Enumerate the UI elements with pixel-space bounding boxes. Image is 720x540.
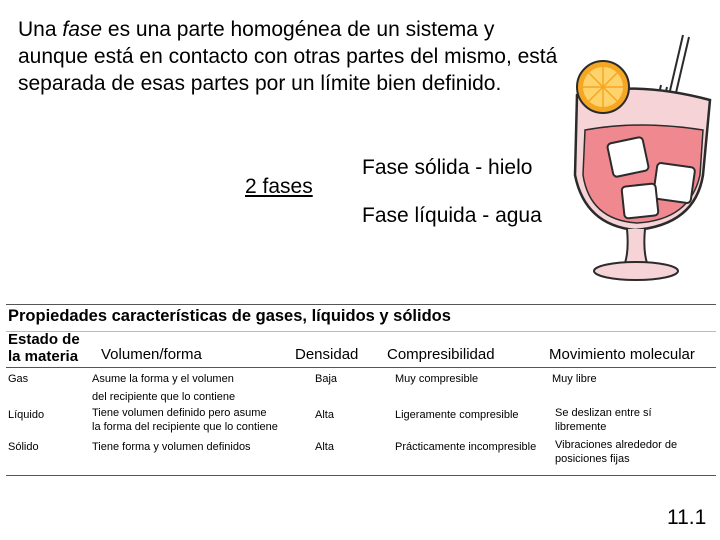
header-movement: Movimiento molecular xyxy=(549,346,695,363)
cell-state: Sólido xyxy=(8,441,39,453)
header-compress: Compresibilidad xyxy=(387,346,495,363)
intro-paragraph xyxy=(18,16,558,97)
cell-state: Gas xyxy=(8,373,29,385)
cell-movement-line: Se deslizan entre sí xyxy=(555,407,652,419)
cell-volume-line: del recipiente que lo contiene xyxy=(92,391,236,403)
intro-emphasis-fase: fase xyxy=(62,18,103,41)
fases-count-label: 2 fases xyxy=(245,175,313,198)
fase-item-solid: Fase sólida - hielo xyxy=(362,156,533,179)
lemon-slice-icon xyxy=(577,61,629,113)
cell-volume-line: Asume la forma y el volumen xyxy=(92,373,234,385)
cell-movement-line: Muy libre xyxy=(552,373,597,385)
table-header-rule xyxy=(6,367,716,368)
table-top-rule xyxy=(6,304,716,305)
intro-text-after: es una parte homogénea de un sistema y aunque está en contacto con otras partes del mismo, está separada de esas partes por un límite bien definido. xyxy=(18,18,558,95)
cell-density: Baja xyxy=(315,373,338,385)
cell-density: Alta xyxy=(315,441,334,453)
cell-compress: Ligeramente compresible xyxy=(395,409,519,421)
fase-item-liquid: Fase líquida - agua xyxy=(362,204,542,227)
table-title-rule xyxy=(6,331,716,332)
table-title: Propiedades características de gases, líquidos y sólidos xyxy=(8,307,451,325)
page-number: 11.1 xyxy=(667,506,707,529)
cell-movement-line: posiciones fijas xyxy=(555,453,630,465)
table-bottom-rule xyxy=(6,475,716,476)
cell-volume-line: la forma del recipiente que lo contiene xyxy=(92,421,278,433)
cell-compress: Prácticamente incompresible xyxy=(395,441,537,453)
cell-volume-line: Tiene volumen definido pero asume xyxy=(92,407,267,419)
cell-movement xyxy=(552,370,597,388)
cell-movement-line: Vibraciones alrededor de xyxy=(555,439,678,451)
cell-volume xyxy=(92,406,278,434)
cell-compress: Muy compresible xyxy=(395,373,479,385)
cell-movement xyxy=(555,406,652,434)
header-volume: Volumen/forma xyxy=(101,346,202,363)
intro-text-before: Una xyxy=(18,18,63,41)
cell-volume xyxy=(92,370,235,406)
header-density: Densidad xyxy=(295,346,359,363)
drink-glass-icon xyxy=(555,25,720,290)
cell-volume-line: Tiene forma y volumen definidos xyxy=(92,441,251,453)
cell-movement-line: libremente xyxy=(555,421,607,433)
cell-volume xyxy=(92,438,251,456)
cell-state: Líquido xyxy=(8,409,45,421)
cell-movement xyxy=(555,438,677,466)
header-state: Estado de la materia xyxy=(8,331,80,365)
cell-density: Alta xyxy=(315,409,334,421)
